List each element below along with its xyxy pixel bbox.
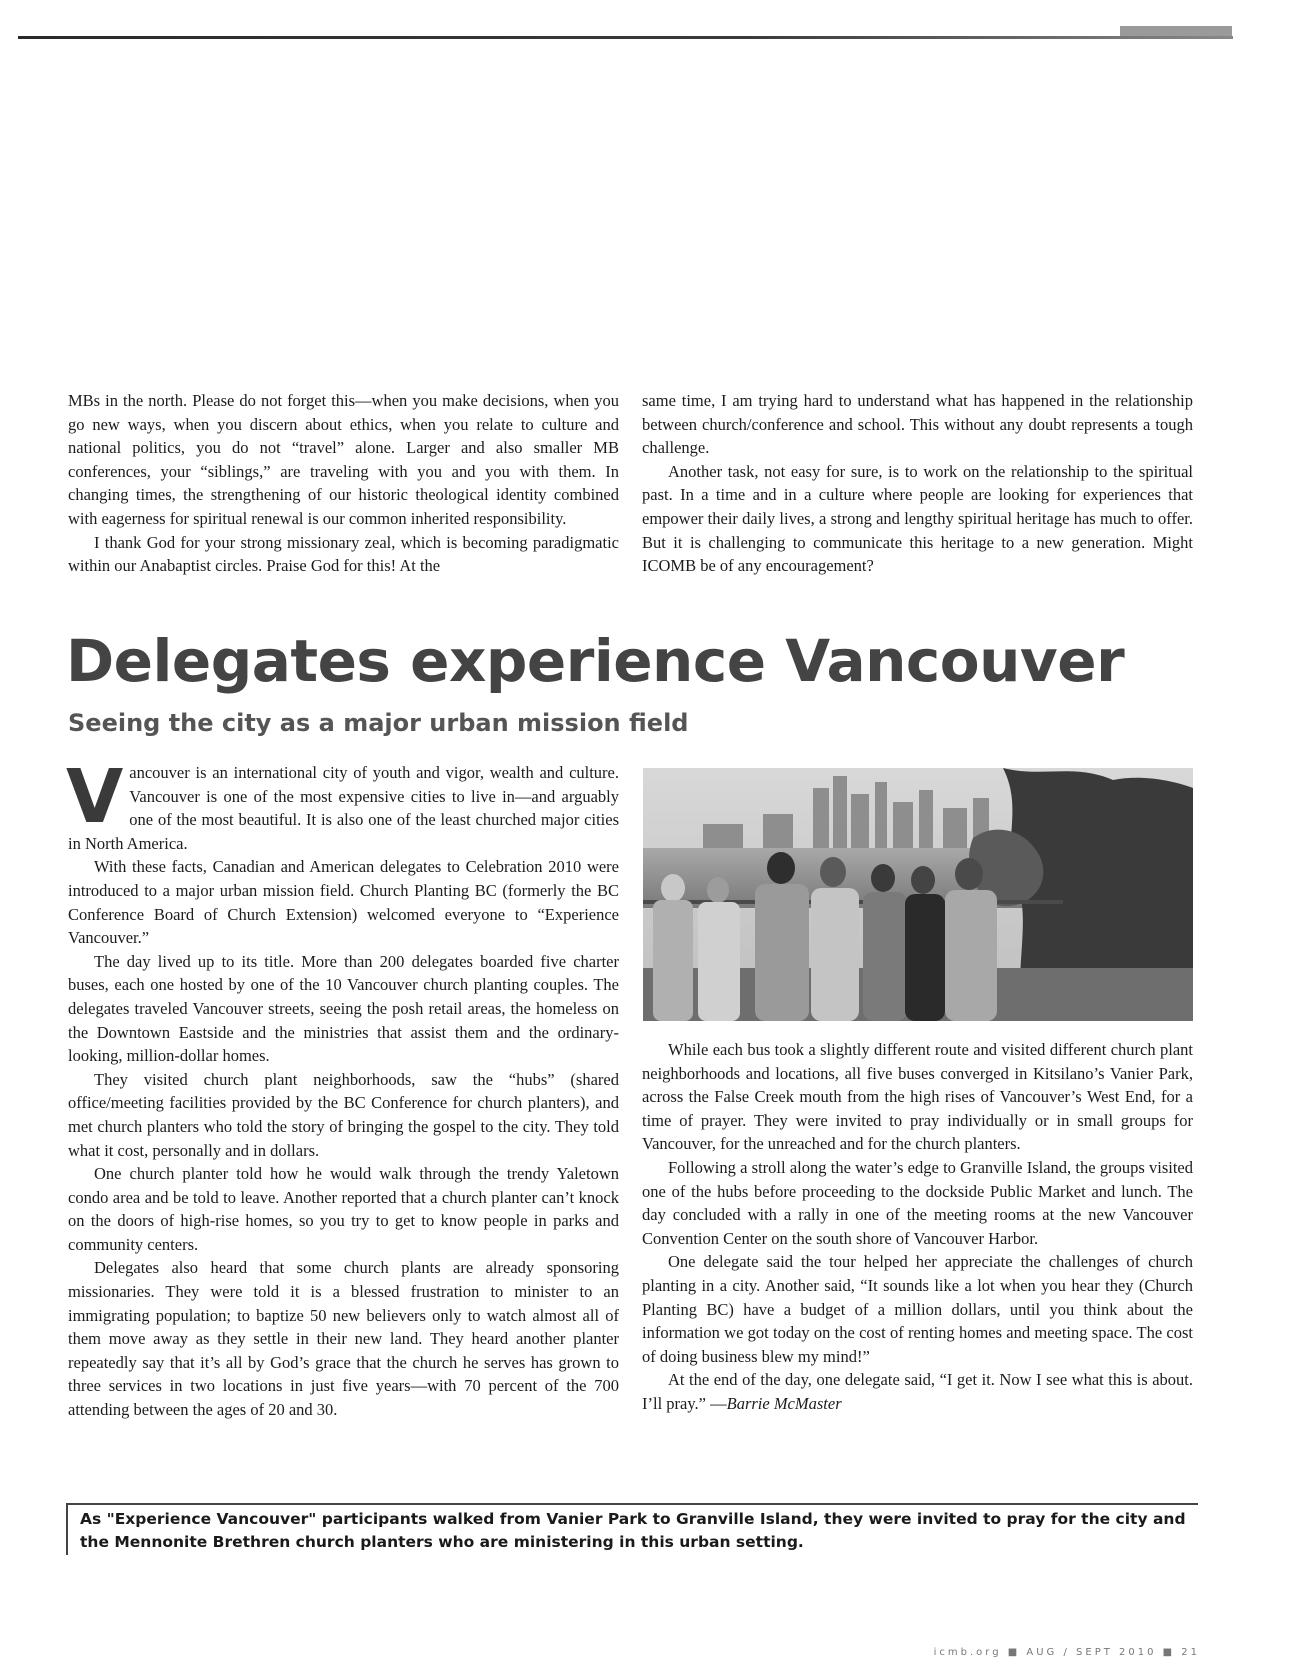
drop-cap: V bbox=[66, 754, 124, 840]
photo-illustration bbox=[643, 768, 1193, 1021]
article-paragraph: One church planter told how he would walk through the trendy Yaletown condo area and be told to leave. Another reported that a church planter can’t knock on the doors of high-rise homes, so you try to get to know people in parks and community centers. bbox=[68, 1164, 619, 1254]
article-paragraph: They visited church plant neighborhoods, saw the “hubs” (shared office/meeting facilities provided by the BC Conference for church planters), and met church planters who told the story of bringing the gospel to the city. They told what it cost, personally and in dollars. bbox=[68, 1069, 619, 1160]
continuation-paragraph: I thank God for your strong missionary zeal, which is becoming paradigmatic within our Anabaptist circles. Praise God for this! At the bbox=[68, 532, 619, 576]
continuation-paragraph: same time, I am trying hard to understand what has happened in the relationship between church/conference and school. This without any doubt represents a tough challenge. bbox=[642, 391, 1193, 458]
lead-paragraph bbox=[66, 754, 619, 855]
article-right-column bbox=[642, 1038, 1193, 1416]
closing-text: At the end of the day, one delegate said, “I get it. Now I see what this is about. I’ll pray.” — bbox=[642, 1370, 1193, 1413]
article-left-column bbox=[66, 754, 619, 1422]
header-rule bbox=[18, 36, 1233, 39]
photo-caption: As "Experience Vancouver" participants walked from Vanier Park to Granville Island, they were invited to pray for the city and the Mennonite Brethren church planters who are ministering in this urban setting. bbox=[80, 1510, 1186, 1551]
article-paragraph: Delegates also heard that some church plants are already sponsoring missionaries. They were told it is a blessed frustration to minister to an immigrating population; to baptize 50 new believers only to watch almost all of them move away as they settle in their new land. They heard another planter repeatedly say that it’s all by God’s grace that the church he serves has grown to three services in two locations in just five years—with 70 percent of the 700 attending between the ages of 20 and 30. bbox=[68, 1258, 619, 1420]
article-paragraph: Following a stroll along the water’s edge to Granville Island, the groups visited one of the hubs before proceeding to the dockside Public Market and lunch. The day concluded with a rally in one of the meeting rooms at the new Vancouver Convention Center on the south shore of Vancouver Harbor. bbox=[642, 1157, 1193, 1248]
continuation-right-column bbox=[642, 389, 1193, 578]
page-footer: icmb.org ■ AUG / SEPT 2010 ■ 21 bbox=[933, 1647, 1200, 1658]
closing-paragraph bbox=[642, 1368, 1193, 1415]
article-headline: Delegates experience Vancouver bbox=[66, 627, 1125, 695]
continuation-paragraph: Another task, not easy for sure, is to work on the relationship to the spiritual past. In a time and in a culture where people are looking for experiences that empower their daily lives, a strong and lengthy spiritual heritage has much to offer. But it is challenging to communicate this heritage to a new generation. Might ICOMB be of any encouragement? bbox=[642, 461, 1193, 576]
article-paragraph: The day lived up to its title. More than 200 delegates boarded five charter buses, each one hosted by one of the 10 Vancouver church planting couples. The delegates traveled Vancouver streets, seeing the posh retail areas, the homeless on the Downtown Eastside and the ministries that assist them and the ordinary-looking, million-dollar homes. bbox=[68, 951, 619, 1066]
article-paragraph: While each bus took a slightly different route and visited different church plant neighborhoods and locations, all five buses converged in Kitsilano’s Vanier Park, across the False Creek mouth from the high rises of Vancouver’s West End, for a time of prayer. They were invited to pray individually or in small groups for Vancouver, for the unreached and for the church planters. bbox=[642, 1040, 1193, 1154]
article-paragraph: With these facts, Canadian and American delegates to Celebration 2010 were introduced to a major urban mission field. Church Planting BC (formerly the BC Conference Board of Church Extension) welcomed everyone to “Experience Vancouver.” bbox=[68, 857, 619, 948]
continuation-paragraph: MBs in the north. Please do not forget this—when you make decisions, when you go new ways, when you discern about ethics, when you relate to culture and national politics, you do not “travel” alone. Larger and also smaller MB conferences, your “siblings,” are traveling with you and you with them. In changing times, the strengthening of our historic theological identity combined with eagerness for spiritual renewal is our common inherited responsibility. bbox=[68, 391, 619, 528]
byline: Barrie McMaster bbox=[726, 1393, 842, 1413]
lead-paragraph-text: ancouver is an international city of youth and vigor, wealth and culture. Vancouver is one of the most expensive cities to live in—and arguably one of the most beautiful. It is also one of the least churched major cities in North America. bbox=[68, 763, 619, 853]
article-paragraph: One delegate said the tour helped her appreciate the challenges of church planting in a city. Another said, “It sounds like a lot when you hear they (Church Planting BC) have a budget of a million dollars, until you think about the information we got today on the cost of renting homes and meeting space. The cost of doing business blew my mind!” bbox=[642, 1252, 1193, 1366]
article-subhead: Seeing the city as a major urban mission field bbox=[68, 709, 689, 737]
continuation-left-column bbox=[68, 389, 619, 578]
article-photo bbox=[643, 768, 1193, 1021]
